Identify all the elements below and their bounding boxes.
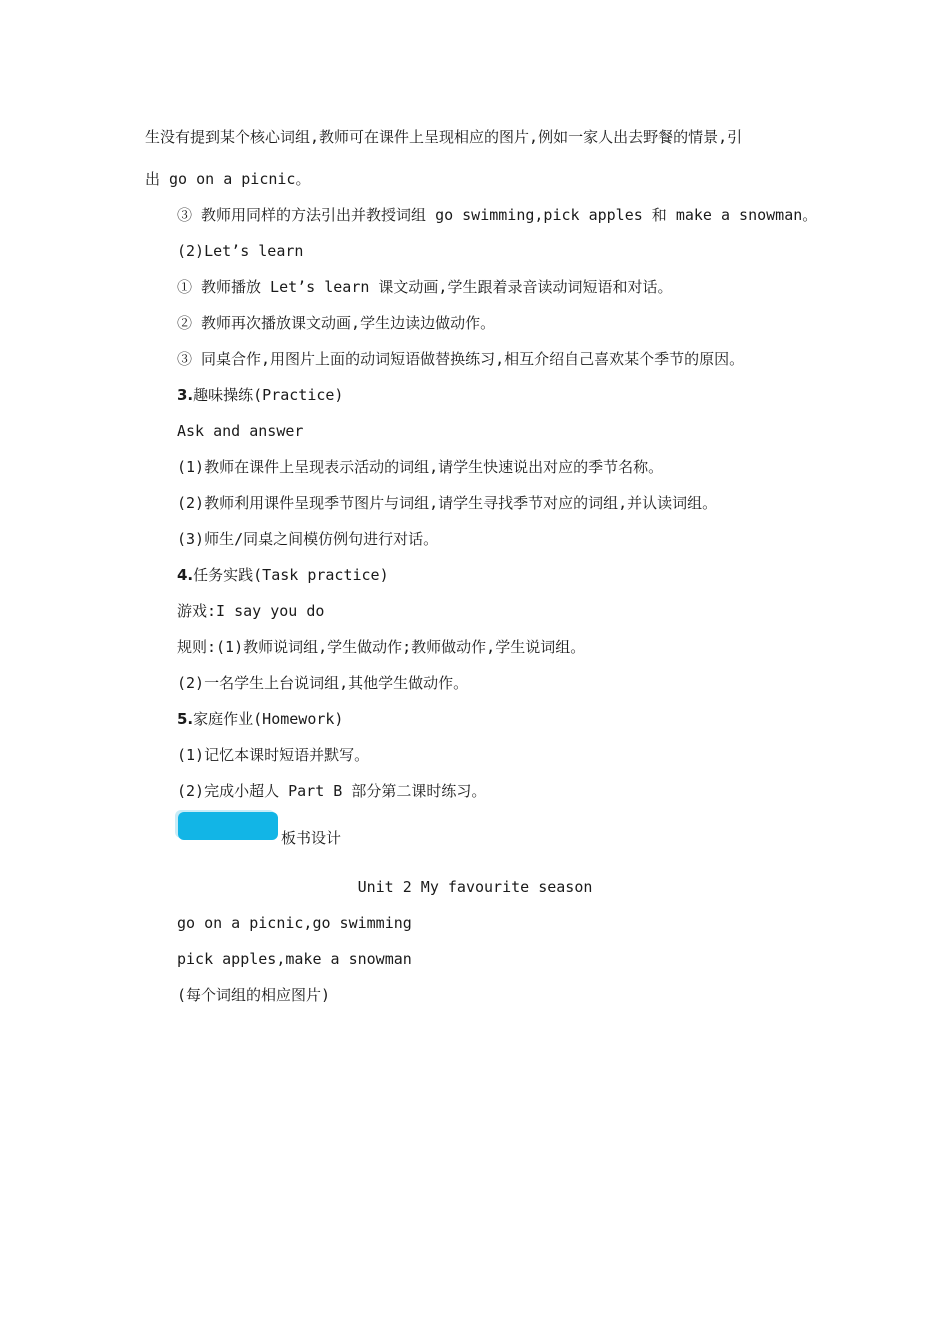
homework-item-1: (1)记忆本课时短语并默写。 bbox=[177, 746, 370, 764]
intro-line-2: 出 go on a picnic。 bbox=[145, 170, 311, 188]
lets-learn-item-1: ① 教师播放 Let’s learn 课文动画,学生跟着录音读动词短语和对话。 bbox=[177, 278, 673, 296]
lets-learn-heading: (2)Let’s learn bbox=[177, 242, 304, 260]
task-rule-1: 规则:(1)教师说词组,学生做动作;教师做动作,学生说词组。 bbox=[177, 638, 586, 656]
section-title: 趣味操练(Practice) bbox=[193, 386, 344, 404]
lets-learn-item-3: ③ 同桌合作,用图片上面的动词短语做替换练习,相互介绍自己喜欢某个季节的原因。 bbox=[177, 350, 745, 368]
practice-subheading: Ask and answer bbox=[177, 422, 304, 440]
section-tag-badge bbox=[178, 812, 278, 840]
board-line-1: go on a picnic,go swimming bbox=[177, 914, 412, 932]
intro-line-1: 生没有提到某个核心词组,教师可在课件上呈现相应的图片,例如一家人出去野餐的情景,引 bbox=[145, 128, 743, 146]
board-line-3: (每个词组的相应图片) bbox=[177, 986, 331, 1004]
board-line-2: pick apples,make a snowman bbox=[177, 950, 412, 968]
practice-item-1: (1)教师在课件上呈现表示活动的词组,请学生快速说出对应的季节名称。 bbox=[177, 458, 664, 476]
section-number: 3. bbox=[177, 386, 194, 404]
practice-item-3: (3)师生/同桌之间模仿例句进行对话。 bbox=[177, 530, 439, 548]
board-title: Unit 2 My favourite season bbox=[357, 878, 593, 896]
lets-learn-item-2: ② 教师再次播放课文动画,学生边读边做动作。 bbox=[177, 314, 496, 332]
task-game: 游戏:I say you do bbox=[177, 602, 325, 620]
section-title: 家庭作业(Homework) bbox=[193, 710, 344, 728]
section-title: 任务实践(Task practice) bbox=[193, 566, 389, 584]
practice-item-2: (2)教师利用课件呈现季节图片与词组,请学生寻找季节对应的词组,并认读词组。 bbox=[177, 494, 718, 512]
section-number: 5. bbox=[177, 710, 194, 728]
section-number: 4. bbox=[177, 566, 194, 584]
task-rule-2: (2)一名学生上台说词组,其他学生做动作。 bbox=[177, 674, 469, 692]
intro-item-3: ③ 教师用同样的方法引出并教授词组 go swimming,pick apples 和 make a snowman。 bbox=[177, 206, 818, 224]
practice-heading bbox=[177, 385, 343, 405]
board-label: 板书设计 bbox=[281, 829, 342, 847]
homework-heading bbox=[177, 709, 343, 729]
task-heading bbox=[177, 565, 389, 585]
homework-item-2: (2)完成小超人 Part B 部分第二课时练习。 bbox=[177, 782, 487, 800]
